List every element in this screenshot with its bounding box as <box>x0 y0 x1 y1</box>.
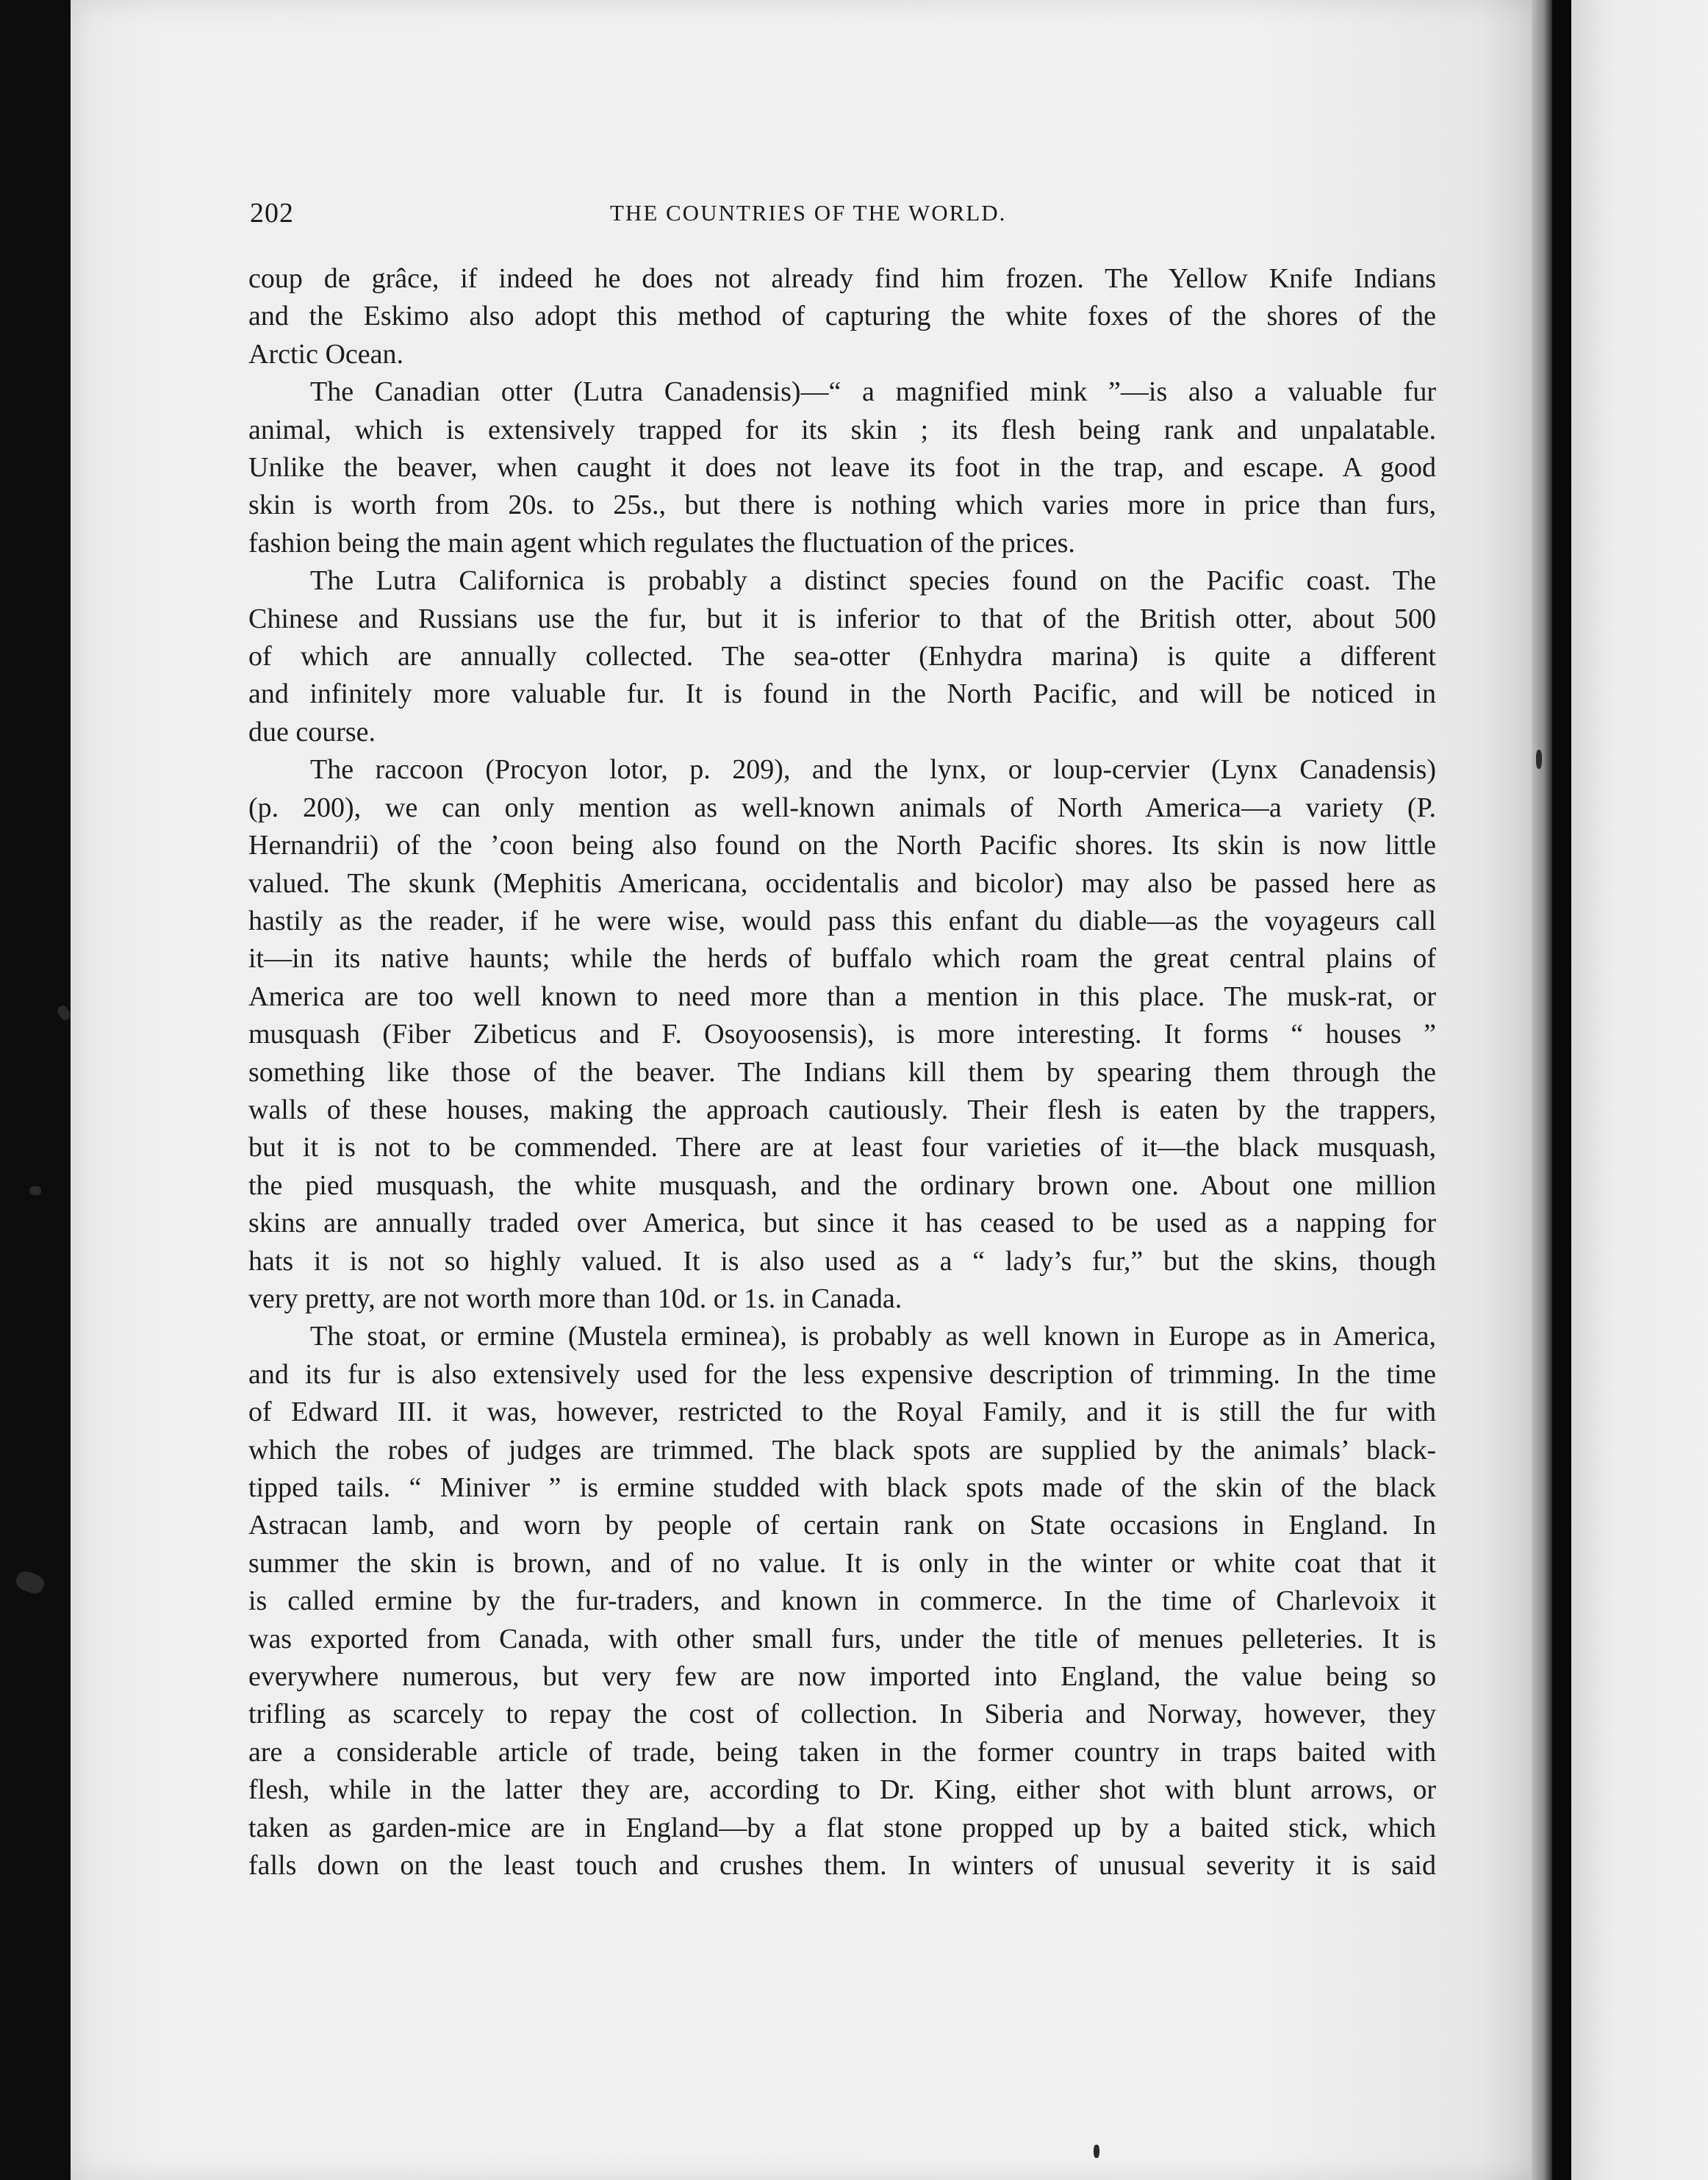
text-line: Unlike the beaver, when caught it does not leave its foot in the trap, and escape. A good <box>248 452 1436 484</box>
text-line: which the robes of judges are trimmed. The black spots are supplied by the animals’ black- <box>248 1434 1436 1466</box>
text-line: taken as garden-mice are in England—by a flat stone propped up by a baited stick, which <box>248 1812 1436 1843</box>
margin-speck <box>1094 2145 1099 2158</box>
text-line: falls down on the least touch and crushes them. In winters of unusual severity it is said <box>248 1850 1436 1882</box>
text-line: The stoat, or ermine (Mustela erminea), is probably as well known in Europe as in America, <box>310 1321 1436 1352</box>
adjacent-page <box>1571 0 1708 2180</box>
text-line: hastily as the reader, if he were wise, would pass this enfant du diable—as the voyageurs call <box>248 905 1436 936</box>
text-line: and the Eskimo also adopt this method of capturing the white foxes of the shores of the <box>248 301 1436 332</box>
text-line: of Edward III. it was, however, restricted to the Royal Family, and it is still the fur with <box>248 1396 1436 1428</box>
margin-speck <box>56 1004 72 1022</box>
running-title: THE COUNTRIES OF THE WORLD. <box>610 200 1007 226</box>
text-line: coup de grâce, if indeed he does not already find him frozen. The Yellow Knife Indians <box>248 263 1436 294</box>
text-line: it—in its native haunts; while the herds of buffalo which roam the great central plains of <box>248 943 1436 975</box>
text-line: skin is worth from 20s. to 25s., but there is nothing which varies more in price than furs, <box>248 490 1436 521</box>
text-line: and infinitely more valuable fur. It is found in the North Pacific, and will be noticed in <box>248 678 1436 710</box>
page-edge-shadow <box>1532 0 1552 2180</box>
text-line: The Canadian otter (Lutra Canadensis)—“ a magnified mink ”—is also a valuable fur <box>310 376 1436 408</box>
text-line: summer the skin is brown, and of no value. It is only in the winter or white coat that it <box>248 1547 1436 1579</box>
text-line: due course. <box>248 716 376 747</box>
text-line: everywhere numerous, but very few are now imported into England, the value being so <box>248 1661 1436 1693</box>
text-line: are a considerable article of trade, being taken in the former country in traps baited with <box>248 1736 1436 1768</box>
text-line: fashion being the main agent which regulates the fluctuation of the prices. <box>248 527 1075 559</box>
text-line: the pied musquash, the white musquash, and the ordinary brown one. About one million <box>248 1169 1436 1201</box>
text-line: Arctic Ocean. <box>248 338 403 370</box>
text-line: trifling as scarcely to repay the cost of collection. In Siberia and Norway, however, they <box>248 1699 1436 1730</box>
text-line: Astracan lamb, and worn by people of certain rank on State occasions in England. In <box>248 1510 1436 1541</box>
book-gutter <box>1552 0 1571 2180</box>
text-line: The raccoon (Procyon lotor, p. 209), and the lynx, or loup-cervier (Lynx Canadensis) <box>310 754 1436 786</box>
text-line: musquash (Fiber Zibeticus and F. Osoyoosensis), is more interesting. It forms “ houses ” <box>248 1019 1436 1050</box>
text-line: something like those of the beaver. The Indians kill them by spearing them through the <box>248 1056 1436 1088</box>
text-line: but it is not to be commended. There are at least four varieties of it—the black musquash, <box>248 1132 1436 1163</box>
margin-speck <box>1536 750 1542 769</box>
margin-speck <box>14 1568 47 1596</box>
text-line: The Lutra Californica is probably a distinct species found on the Pacific coast. The <box>310 565 1436 597</box>
text-line: walls of these houses, making the approach cautiously. Their flesh is eaten by the trappers, <box>248 1094 1436 1125</box>
text-line: tipped tails. “ Miniver ” is ermine studded with black spots made of the skin of the black <box>248 1472 1436 1503</box>
text-line: of which are annually collected. The sea-otter (Enhydra marina) is quite a different <box>248 641 1436 673</box>
text-line: flesh, while in the latter they are, according to Dr. King, either shot with blunt arrows, or <box>248 1774 1436 1806</box>
text-line: very pretty, are not worth more than 10d. or 1s. in Canada. <box>248 1283 903 1314</box>
text-line: animal, which is extensively trapped for its skin ; its flesh being rank and unpalatable. <box>248 414 1436 445</box>
text-line: and its fur is also extensively used for the less expensive description of trimming. In the time <box>248 1358 1436 1390</box>
text-line: valued. The skunk (Mephitis Americana, occidentalis and bicolor) may also be passed here as <box>248 867 1436 899</box>
page-number: 202 <box>250 198 294 229</box>
text-line: Hernandrii) of the ’coon being also found on the North Pacific shores. Its skin is now little <box>248 830 1436 861</box>
text-line: Chinese and Russians use the fur, but it is inferior to that of the British otter, about 500 <box>248 603 1436 634</box>
text-line: is called ermine by the fur-traders, and known in commerce. In the time of Charlevoix it <box>248 1585 1436 1617</box>
body-text <box>248 260 1436 1885</box>
text-line: was exported from Canada, with other small furs, under the title of menues pelleteries. It is <box>248 1623 1436 1654</box>
margin-speck <box>29 1186 41 1195</box>
text-line: skins are annually traded over America, but since it has ceased to be used as a napping for <box>248 1208 1436 1239</box>
text-line: hats it is not so highly valued. It is also used as a “ lady’s fur,” but the skins, though <box>248 1245 1436 1277</box>
page-header <box>250 197 1440 232</box>
text-line: (p. 200), we can only mention as well-known animals of North America—a variety (P. <box>248 792 1436 823</box>
text-line: America are too well known to need more than a mention in this place. The musk-rat, or <box>248 980 1436 1012</box>
